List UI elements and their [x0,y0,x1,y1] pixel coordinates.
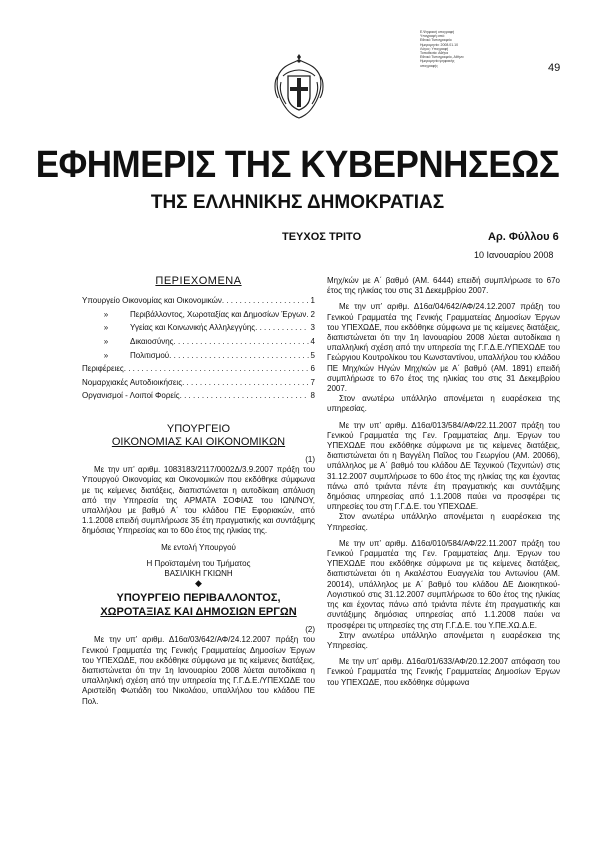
signer-title: Η Προϊσταμένη του Τμήματος [146,558,251,568]
toc-item [82,294,315,308]
toc-item [82,376,315,390]
notice-line: Λόγος: Υπογραφή [420,46,449,51]
toc-item [82,362,315,376]
toc-label: Νομαρχιακές Αυτοδιοικήσεις [82,377,183,387]
notice-line: Εθνικό Τυπογραφείο [420,38,452,43]
paragraph: Στην ανωτέρω υπάλληλο απονέμεται η ευαρέσκεια της Υπηρεσίας. [327,630,560,650]
toc-page: 2 [310,309,315,319]
digital-signature-notice [420,30,480,68]
toc-label: Πολιτισμού [130,350,170,360]
notice-line: Υπογραφή από: [420,34,445,39]
paragraph: Στον ανωτέρω υπάλληλο απονέμεται η ευαρέσκεια της υπηρεσίας. [327,394,560,414]
decision-number: (1) [305,454,315,464]
paragraph: Με την υπ’ αριθμ. Δ16α/01/633/ΑΦ/20.12.2007 απόφαση του Γενικού Γραμματέα της Γενικής Γραμματείας Δημοσίων Έργων του ΥΠΕΧΩΔΕ, που εκδόθηκε σύμφωνα [327,657,560,687]
issue-date: 10 Ιανουαρίου 2008 [474,250,554,260]
right-column [327,276,560,688]
notice-line: Ημερομηνία: 2008.01.10 [420,42,459,47]
toc-page: 6 [310,364,315,374]
paragraph: Με την υπ’ αριθμ. Δ16α/010/584/ΑΦ/22.11.2007 πράξη του Γενικού Γραμματέα της Γεν. Γραμματείας Δημ. Έργων του ΥΠΕΧΩΔΕ που εκδόθηκε σύμφωνα με τις κείμενες διατάξεις, διαπιστώνεται ότι η Ακαλέστου Ευαγγελία του Αντωνίου (ΑΜ. 20014), υπάλληλος με Α΄ βαθμό του κλάδου ΔΕ Διοικητικού-Λογιστικού στις 31.12.2007 συμπλήρωσε το 60ο έτος της ηλικίας της και έχοντας πάνω από τριάντα πέντε έτη πραγματικής και συντάξιμης δημόσιας υπηρεσίας από 1.1.2008 παύει να προσφέρει τις υπηρεσίες της στη Γ.Γ.Δ.Ε. του Υ.ΠΕ.ΧΩ.Δ.Ε. [327,538,560,630]
paragraph: Μηχ/κών με Α΄ βαθμό (ΑΜ. 6444) επειδή συμπλήρωσε το 67ο έτος της ηλικίας του στις 31 Δεκεμβρίου 2007. [327,276,560,296]
gazette-subtitle: ΤΗΣ ΕΛΛΗΝΙΚΗΣ ΔΗΜΟΚΡΑΤΙΑΣ [150,192,445,213]
contents-heading: ΠΕΡΙΕΧΟΜΕΝΑ [155,275,242,287]
paragraph: Με την υπ’ αριθμ. Δ16α/04/642/ΑΦ/24.12.2007 πράξη του Γενικού Γραμματέα της Γενικής Γραμματείας Δημοσίων Έργων του ΥΠΕΧΩΔΕ, που εκδόθηκε σύμφωνα με τις κείμενες διατάξεις, διαπιστώνεται ότι την 1η Ιανουαρίου 2008 λύεται αυτοδίκαια η υπαλληλική σχέση από την υπηρεσία της Γ.Γ.Δ.Ε./ΥΠΕΧΩΔΕ του Γεώργιου Κουτρολίκου του Κωνσταντίνου, υπαλλήλου του κλάδου ΠΕ Μηχ/κών Η/γών Μηχ/κών με Α΄ βαθμό (ΑΜ. 1891) επειδή συμπλήρωσε το 67ο έτος της ηλικίας του στις 31 Δεκεμβρίου 2007. [327,302,560,394]
decision-text: Με την υπ’ αριθμ. 1083183/2117/0002Δ/3.9.2007 πράξη του Υπουργού Οικονομίας και Οικονομικών που εκδόθηκε σύμφωνα με τις κείμενες διατάξεις, διαπιστώνεται η αυτοδίκαιη απόλυση από την Υπηρεσία της ΑΡΜΑΤΑ ΣΟΦΙΑΣ του ΙΩΝ/ΝΟΥ, υπαλλήλου με βαθμό Α΄ του κλάδου ΠΕ Εφοριακών, από 1.1.2008 επειδή συμπλήρωσε 35 έτη πραγματικής και συντάξιμης δημόσιας Υπηρεσίας και το 60ο έτος της ηλικίας της. [82,465,315,536]
left-column [82,276,315,707]
paragraph: Με την υπ’ αριθμ. Δ16α/013/584/ΑΦ/22.11.2007 πράξη του Γενικού Γραμματέα της Γεν. Γραμματείας Δημ. Έργων του ΥΠΕΧΩΔΕ που εκδόθηκε σύμφωνα με τις κείμενες διατάξεις, διαπιστώνεται ότι η Βαγγέλη Παΐλος του Γεωργίου (ΑΜ. 20066), υπάλληλος με Α΄ βαθμό του κλάδου ΔΕ Τεχνικού (Τεχνιτών) στις 31.12.2007 συμπλήρωσε το 60ο έτος της ηλικίας της και έχοντας πάνω από τριάντα πέντε έτη πραγματικής και συντάξιμης δημόσιας υπηρεσίας από 1.1.2008 παύει να προσφέρει τις υπηρεσίες του στη Γ.Γ.Δ.Ε. του ΥΠΕΧΩΔΕ. [327,420,560,512]
notice-line: υπογραφής [420,63,438,68]
toc-page: 8 [310,391,315,401]
sheet-number: Αρ. Φύλλου 6 [488,231,559,243]
toc-page: 7 [310,377,315,387]
toc-label: Οργανισμοί - Λοιποί Φορείς [82,391,180,401]
toc-page: 4 [310,336,315,346]
toc-item: » Δικαιοσύνης . . . 4 [82,335,315,349]
toc-page: 3 [310,323,315,333]
table-of-contents [82,294,315,403]
toc-item: » Πολιτισμού . . . 5 [82,349,315,363]
ministry-heading-2b: ΧΩΡΟΤΑΞΙΑΣ ΚΑΙ ΔΗΜΟΣΙΩΝ ΕΡΓΩΝ [100,606,297,619]
greek-coat-of-arms-emblem [272,52,326,120]
toc-label: Περιφέρειες [82,364,124,374]
gazette-title: ΕΦΗΜΕΡΙΣ ΤΗΣ ΚΥΒΕΡΝΗΣΕΩΣ [35,143,560,186]
decision-text: Με την υπ’ αριθμ. Δ16α/03/642/ΑΦ/24.12.2007 πράξη του Γενικού Γραμματέα της Γενικής Γραμματείας Δημοσίων Έργων του ΥΠΕΧΩΔΕ, που εκδόθηκε σύμφωνα με τις κείμενες διατάξεις, διαπιστώνεται ότι την 1η Ιανουαρίου 2008 λύεται αυτοδίκαια η υπαλληλική σχέση από την υπηρεσία της Γ.Γ.Δ.Ε./ΥΠΕΧΩΔΕ του Αριστείδη Φωτιάδη του Νικολάου, υπαλλήλου του κλάδου ΠΕ Πολ. [82,635,315,706]
ministry-heading-1: ΥΠΟΥΡΓΕΙΟ [166,422,231,435]
issue-label: ΤΕΥΧΟΣ ΤΡΙΤΟ [282,231,362,243]
ministry-heading-2: ΥΠΟΥΡΓΕΙΟ ΠΕΡΙΒΑΛΛΟΝΤΟΣ, [116,592,281,605]
page-number: 49 [548,62,561,74]
notice-line: Ημερομηνία ψηφιακής [420,59,455,64]
toc-label: Δικαιοσύνης [130,336,174,346]
toc-page: 5 [310,350,315,360]
toc-item: » Υγείας και Κοινωνικής Αλληλεγγύης . . . 3 [82,321,315,335]
ministry-heading-1b: ΟΙΚΟΝΟΜΙΑΣ ΚΑΙ ΟΙΚΟΝΟΜΙΚΩΝ [111,435,286,448]
decision-number: (2) [305,625,315,635]
notice-line: Ε.Ψηφιακή υπογραφή [420,30,455,34]
toc-label: Υγείας και Κοινωνικής Αλληλεγγύης [130,323,256,333]
order-line: Με εντολή Υπουργού [161,542,236,552]
paragraph: Στον ανωτέρω υπάλληλο απονέμεται η ευαρέσκεια της Υπηρεσίας. [327,512,560,532]
notice-line: Τοποθεσία: Αθήνα [420,51,449,56]
toc-page: 1 [310,296,315,306]
toc-label: Υπουργείο Οικονομίας και Οικονομικών [82,296,222,306]
notice-line: Εθνικό Τυπογραφείο, Αθήνα [420,55,464,60]
toc-item [82,389,315,403]
signer-name: ΒΑΣΙΛΙΚΗ ΓΚΙΩΝΗ [164,568,233,578]
separator-diamond-icon: ◆ [195,578,202,589]
toc-item: » Περιβάλλοντος, Χωροταξίας και Δημοσίων Έργων . . . 2 [82,308,315,322]
toc-label: Περιβάλλοντος, Χωροταξίας και Δημοσίων Έργων [130,309,307,319]
